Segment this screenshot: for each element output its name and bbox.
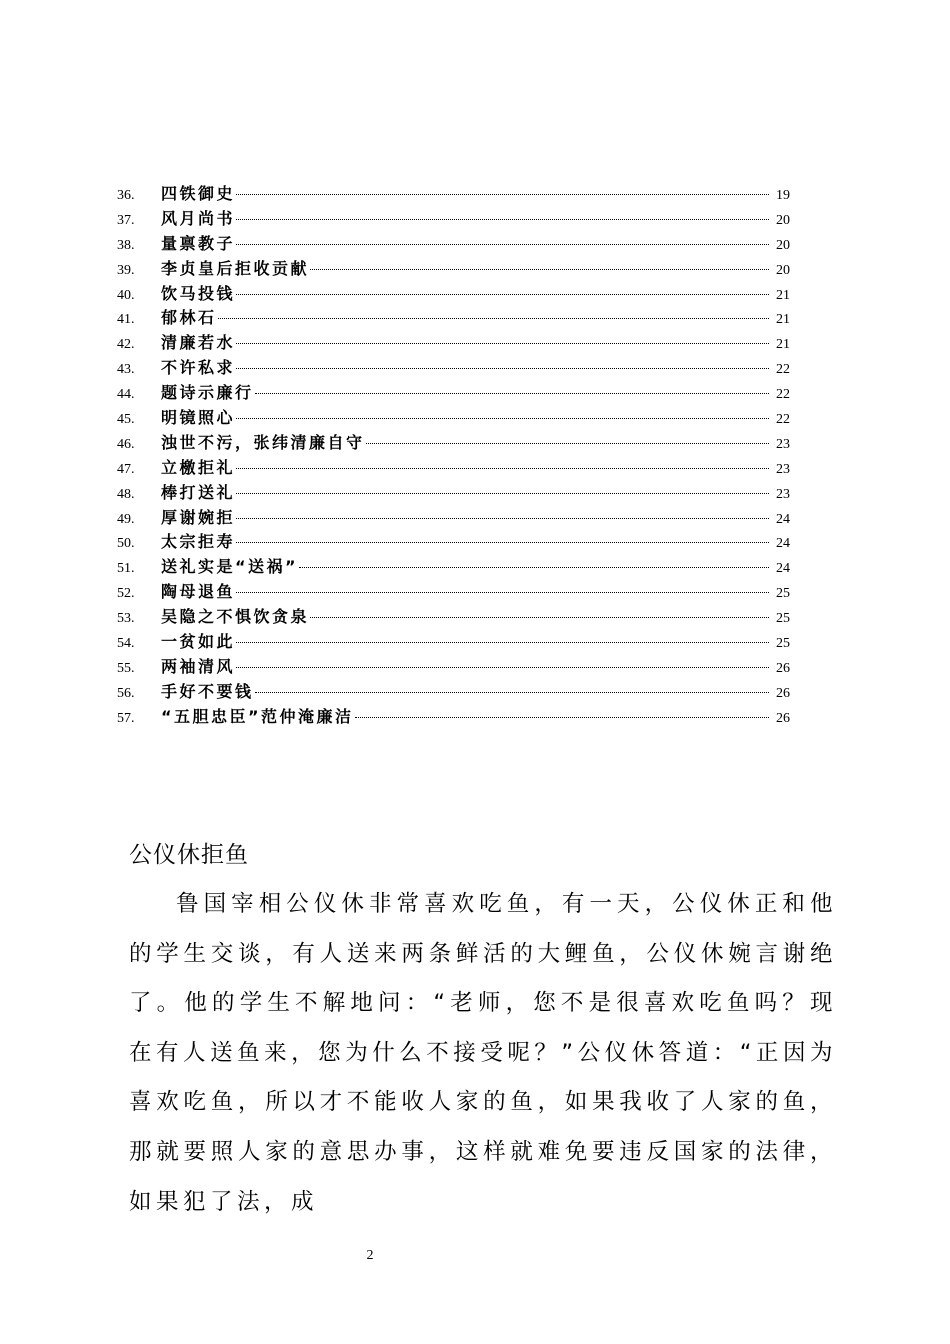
toc-leader-dots [310,617,769,618]
toc-entry-page: 19 [776,188,790,203]
toc-entry-number: 36. [117,188,135,203]
toc-entry-number: 50. [117,536,135,552]
toc-entry-title: 手好不要钱 [161,681,254,701]
toc-entry-page: 24 [776,536,790,552]
toc-entry-title: 郁林石 [161,308,217,328]
toc-entry[interactable] [117,306,790,331]
toc-entry-page: 26 [776,660,790,676]
toc-entry-title: 陶母退鱼 [161,582,236,602]
toc-entry-page: 23 [776,486,790,502]
toc-leader-dots [236,368,769,369]
toc-entry-number: 47. [117,461,135,477]
toc-entry-title: 清廉若水 [161,333,236,353]
toc-entry-title: 吴隐之不惧饮贪泉 [161,607,310,627]
toc-entry-page: 21 [776,312,790,328]
toc-entry[interactable] [117,406,790,431]
toc-entry-page: 22 [776,412,790,428]
toc-entry[interactable] [117,705,790,730]
toc-entry-page: 20 [776,212,790,228]
toc-entry[interactable] [117,207,790,232]
toc-leader-dots [236,294,769,295]
toc-leader-dots [236,244,769,245]
toc-entry[interactable] [117,331,790,356]
toc-entry-page: 21 [776,287,790,303]
toc-entry-number: 37. [117,212,135,228]
toc-leader-dots [236,219,769,220]
toc-leader-dots [255,393,769,394]
toc-entry-page: 26 [776,685,790,701]
toc-leader-dots [236,542,769,543]
toc-entry-title: 量禀教子 [161,233,236,253]
toc-leader-dots [236,518,769,519]
toc-entry-title: “五胆忠臣”范仲淹廉洁 [161,706,354,726]
toc-entry-page: 25 [776,636,790,652]
toc-leader-dots [310,269,769,270]
toc-entry-title: 厚谢婉拒 [161,507,236,527]
toc-entry-title: 浊世不污，张纬清廉自守 [161,432,365,452]
toc-entry-page: 20 [776,237,790,253]
toc-entry-number: 46. [117,436,135,452]
toc-entry-number: 51. [117,561,135,577]
toc-entry-page: 25 [776,611,790,627]
toc-entry[interactable] [117,182,790,207]
toc-entry[interactable] [117,555,790,580]
page-number: 2 [366,1248,374,1263]
toc-entry-title: 明镜照心 [161,408,236,428]
toc-entry-number: 45. [117,412,135,428]
toc-leader-dots [366,443,769,444]
toc-leader-dots [236,468,769,469]
toc-entry[interactable] [117,481,790,506]
toc-entry-number: 48. [117,486,135,502]
toc-entry-page: 21 [776,337,790,353]
toc-entry[interactable] [117,356,790,381]
article-title: 公仪休拒鱼 [129,842,249,868]
toc-entry-number: 38. [117,237,135,253]
toc-entry-page: 23 [776,461,790,477]
toc-leader-dots [218,318,769,319]
table-of-contents [117,182,790,730]
article-body: 鲁国宰相公仪休非常喜欢吃鱼，有一天，公仪休正和他的学生交谈，有人送来两条鲜活的大鲤鱼，公仪休婉言谢绝了。他的学生不解地问：“老师，您不是很喜欢吃鱼吗？现在有人送鱼来，您为什么不接受呢？”公仪休答道：“正因为喜欢吃鱼，所以才不能收人家的鱼，如果我收了人家的鱼，那就要照人家的意思办事，这样就难免要违反国家的法律，如果犯了法，成 [129,891,837,1215]
toc-entry-number: 40. [117,287,135,303]
toc-entry[interactable] [117,431,790,456]
toc-entry-number: 41. [117,312,135,328]
toc-entry-title: 四铁御史 [161,184,236,203]
toc-leader-dots [236,343,769,344]
toc-entry-title: 风月尚书 [161,208,236,228]
toc-entry-title: 送礼实是“送祸” [161,557,299,577]
toc-entry-title: 两袖清风 [161,656,236,676]
toc-entry-title: 不许私求 [161,358,236,378]
toc-entry-number: 53. [117,611,135,627]
toc-entry-number: 56. [117,685,135,701]
toc-entry[interactable] [117,381,790,406]
toc-entry[interactable] [117,680,790,705]
toc-leader-dots [236,418,769,419]
toc-entry-number: 49. [117,511,135,527]
toc-entry-title: 棒打送礼 [161,482,236,502]
toc-entry[interactable] [117,655,790,680]
toc-entry-page: 24 [776,561,790,577]
toc-entry-page: 20 [776,262,790,278]
toc-entry-page: 26 [776,710,790,726]
toc-entry[interactable] [117,232,790,257]
toc-entry-page: 23 [776,436,790,452]
toc-entry-number: 52. [117,586,135,602]
toc-entry[interactable] [117,456,790,481]
toc-entry[interactable] [117,257,790,282]
toc-leader-dots [236,667,769,668]
toc-entry-number: 43. [117,362,135,378]
toc-leader-dots [236,194,769,195]
toc-leader-dots [299,567,769,568]
toc-entry[interactable] [117,530,790,555]
toc-entry[interactable] [117,506,790,531]
toc-entry-page: 22 [776,362,790,378]
toc-entry-number: 57. [117,710,135,726]
toc-entry-title: 饮马投钱 [161,283,236,303]
toc-entry[interactable] [117,282,790,307]
toc-entry-number: 44. [117,387,135,403]
toc-leader-dots [236,493,769,494]
toc-entry-number: 55. [117,660,135,676]
toc-leader-dots [255,692,769,693]
toc-leader-dots [236,592,769,593]
toc-entry-title: 一贫如此 [161,632,236,652]
toc-entry-page: 25 [776,586,790,602]
toc-leader-dots [355,717,769,718]
toc-entry-page: 24 [776,511,790,527]
toc-entry-number: 54. [117,636,135,652]
toc-entry[interactable] [117,630,790,655]
toc-entry[interactable] [117,605,790,630]
toc-entry[interactable] [117,580,790,605]
toc-entry-title: 立檄拒礼 [161,457,236,477]
toc-entry-title: 李贞皇后拒收贡献 [161,258,310,278]
toc-entry-page: 22 [776,387,790,403]
toc-leader-dots [236,642,769,643]
toc-entry-number: 42. [117,337,135,353]
toc-entry-title: 题诗示廉行 [161,383,254,403]
toc-entry-number: 39. [117,262,135,278]
toc-entry-title: 太宗拒寿 [161,532,236,552]
